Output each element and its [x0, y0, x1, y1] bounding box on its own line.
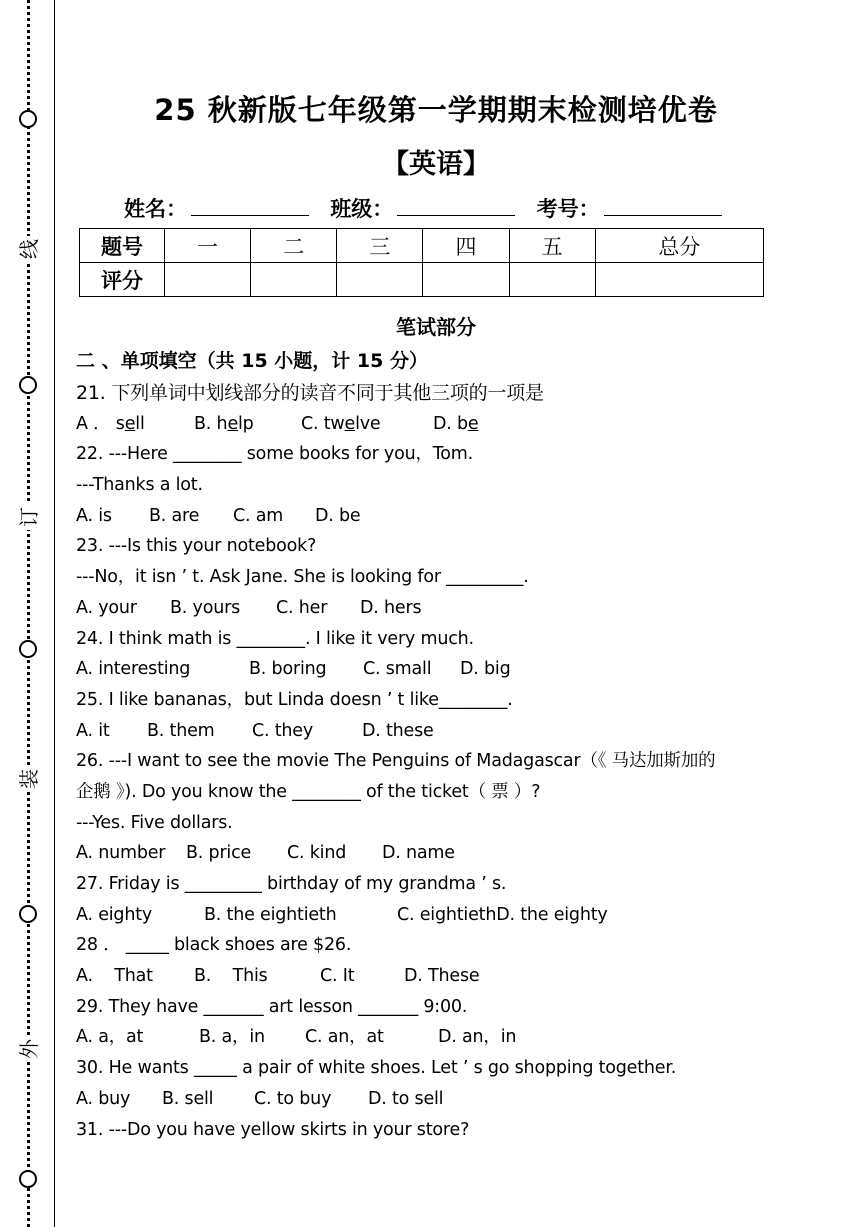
number-blank[interactable] — [604, 195, 722, 216]
q30-options — [76, 1084, 816, 1115]
q26-line3: ---Yes. Five dollars. — [76, 812, 233, 833]
q30-option-b: B. sell — [162, 1088, 214, 1109]
q26-line2: 企鹅 》). Do you know the ________ of the ticket（ 票 ）? — [76, 781, 541, 802]
score-table — [79, 228, 764, 297]
q26-option-c: C. kind — [287, 843, 347, 864]
q25-stem: 25. I like bananas，but Linda doesn ’ t like________. — [76, 689, 513, 710]
number-label: 考号： — [536, 197, 600, 221]
score-cell[interactable] — [595, 263, 763, 297]
q23-option-b: B. yours — [170, 597, 240, 618]
q28-options — [76, 961, 816, 992]
q29-stem: 29. They have _______ art lesson _______ 9:00. — [76, 996, 468, 1017]
score-col-total: 总分 — [595, 229, 763, 263]
q30-option-a: A. buy — [76, 1088, 131, 1109]
q21-option-c: C. twelve — [301, 413, 381, 434]
q22-stem: 22. ---Here ________ some books for you，Tom. — [76, 444, 474, 465]
q21-option-b: B. help — [194, 413, 254, 434]
q26-stem: 26. ---I want to see the movie The Penguins of Madagascar（《 马达加斯加的 — [76, 751, 716, 772]
q21-option-d: D. be — [433, 413, 479, 434]
score-table-header-row — [80, 229, 764, 263]
q28-stem: 28 ． _____ black shoes are $26. — [76, 935, 352, 956]
score-cell[interactable] — [509, 263, 595, 297]
exam-subject: 【英语】 — [382, 149, 490, 180]
q27-option-cd: C. eightiethD. the eighty — [397, 904, 608, 925]
margin-char-xian: 线 — [16, 236, 42, 262]
q28-option-b: B. This — [194, 966, 268, 987]
score-col-1: 一 — [165, 229, 251, 263]
q24-option-d: D. big — [460, 659, 511, 680]
q29-option-c: C. an，at — [305, 1027, 384, 1048]
q27-option-a: A. eighty — [76, 904, 153, 925]
score-cell[interactable] — [337, 263, 423, 297]
q24-options — [76, 654, 816, 685]
q23-option-c: C. her — [276, 597, 328, 618]
q30-stem: 30. He wants _____ a pair of white shoes. Let ’ s go shopping together. — [76, 1058, 677, 1079]
q25-option-c: C. they — [252, 720, 314, 741]
q29-options — [76, 1022, 816, 1053]
name-label: 姓名： — [124, 197, 187, 221]
binding-margin — [0, 0, 56, 1227]
q26-option-a: A. number — [76, 843, 166, 864]
score-row1-label: 题号 — [80, 229, 165, 263]
q27-stem: 27. Friday is _________ birthday of my grandma ’ s. — [76, 874, 507, 894]
q25-options — [76, 716, 816, 747]
score-cell[interactable] — [423, 263, 509, 297]
score-cell[interactable] — [251, 263, 337, 297]
q22-option-d: D. be — [315, 505, 361, 526]
q21-options — [76, 409, 816, 440]
q29-option-a: A. a，at — [76, 1027, 144, 1048]
q22-option-a: A. is — [76, 505, 112, 526]
margin-char-ding: 订 — [16, 504, 42, 530]
student-info-line — [124, 193, 736, 223]
q22-line2: ---Thanks a lot. — [76, 475, 203, 496]
q23-options — [76, 593, 816, 624]
margin-circle — [19, 110, 37, 128]
margin-circle — [19, 905, 37, 923]
q27-option-b: B. the eightieth — [204, 904, 337, 925]
score-row2-label: 评分 — [80, 263, 165, 297]
score-col-4: 四 — [423, 229, 509, 263]
score-table-score-row — [80, 263, 764, 297]
q23-stem: 23. ---Is this your notebook? — [76, 536, 317, 557]
q28-option-c: C. It — [320, 966, 355, 987]
q30-option-d: D. to sell — [368, 1088, 444, 1109]
q22-option-b: B. are — [149, 505, 200, 526]
q29-option-d: D. an，in — [438, 1027, 517, 1048]
q24-stem: 24. I think math is ________. I like it very much. — [76, 628, 474, 649]
q23-line2: ---No，it isn ’ t. Ask Jane. She is looking for _________. — [76, 567, 529, 588]
margin-char-wai: 外 — [16, 1036, 42, 1062]
margin-circle — [19, 640, 37, 658]
q25-option-d: D. these — [362, 720, 434, 741]
q23-option-a: A. your — [76, 597, 137, 618]
q25-option-a: A. it — [76, 720, 110, 741]
class-label: 班级： — [330, 197, 394, 221]
q28-option-a: A. That — [76, 966, 153, 987]
margin-rule — [54, 0, 55, 1227]
q23-option-d: D. hers — [360, 597, 422, 618]
q26-options — [76, 838, 816, 869]
q21-option-a: A ． sell — [76, 413, 145, 434]
score-cell[interactable] — [165, 263, 251, 297]
section-title: 笔试部分 — [396, 315, 476, 339]
score-col-5: 五 — [509, 229, 595, 263]
class-blank[interactable] — [397, 195, 515, 216]
margin-circle — [19, 376, 37, 394]
q22-options — [76, 501, 816, 532]
score-col-3: 三 — [337, 229, 423, 263]
q27-options — [76, 900, 816, 931]
q30-option-c: C. to buy — [254, 1088, 332, 1109]
margin-char-zhuang: 装 — [16, 766, 42, 792]
q25-option-b: B. them — [147, 720, 215, 741]
exam-title: 25 秋新版七年级第一学期期末检测培优卷 — [154, 93, 718, 127]
question-list — [76, 378, 816, 1145]
q24-option-b: B. boring — [249, 659, 327, 680]
q24-option-c: C. small — [363, 659, 432, 680]
part-title: 二 、单项填空（共 15 小题，计 15 分） — [76, 350, 428, 372]
q24-option-a: A. interesting — [76, 659, 191, 680]
q22-option-c: C. am — [233, 505, 284, 526]
q26-option-b: B. price — [186, 843, 252, 864]
margin-circle — [19, 1170, 37, 1188]
q29-option-b: B. a，in — [199, 1027, 265, 1048]
name-blank[interactable] — [191, 195, 309, 216]
q26-option-d: D. name — [382, 843, 455, 864]
q28-option-d: D. These — [404, 966, 480, 987]
score-col-2: 二 — [251, 229, 337, 263]
q21-stem: 21. 下列单词中划线部分的读音不同于其他三项的一项是 — [76, 382, 544, 404]
q31-stem: 31. ---Do you have yellow skirts in your store? — [76, 1119, 470, 1140]
